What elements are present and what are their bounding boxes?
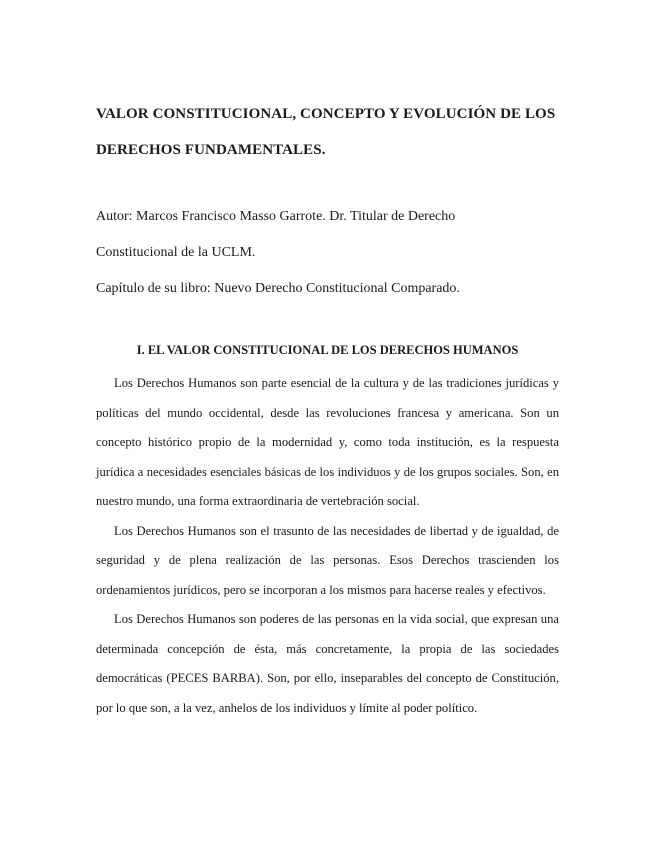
author-line-2: Constitucional de la UCLM. bbox=[96, 245, 256, 260]
body-text bbox=[96, 369, 559, 723]
document-title-line-2: DERECHOS FUNDAMENTALES. bbox=[96, 142, 326, 158]
paragraph-3: Los Derechos Humanos son poderes de las personas en la vida social, que expresan una determinada concepción de ésta, más concretamente, la propia de las sociedades democráticas (PECES BARBA). Son, por ello, inseparables del concepto de Constitución, por lo que son, a la vez, anhelos de los individuos y límite al poder político. bbox=[96, 612, 559, 715]
paragraph-2: Los Derechos Humanos son el trasunto de las necesidades de libertad y de igualdad, de seguridad y de plena realización de las personas. Esos Derechos trascienden los ordenamientos jurídicos, pero se incorporan a los mismos para hacerse reales y efectivos. bbox=[96, 523, 559, 597]
paragraph-1: Los Derechos Humanos son parte esencial de la cultura y de las tradiciones jurídicas y políticas del mundo occidental, desde las revoluciones francesa y americana. Son un concepto histórico propio de la modernidad y, como toda institución, es la respuesta jurídica a necesidades esenciales básicas de los individuos y de los grupos sociales. Son, en nuestro mundo, una forma extraordinaria de vertebración social. bbox=[96, 376, 559, 508]
section-heading: I. EL VALOR CONSTITUCIONAL DE LOS DERECHOS HUMANOS bbox=[136, 343, 519, 357]
chapter-line: Capítulo de su libro: Nuevo Derecho Constitucional Comparado. bbox=[96, 281, 460, 296]
document-title-line-1: VALOR CONSTITUCIONAL, CONCEPTO Y EVOLUCIÓN DE LOS bbox=[96, 106, 556, 122]
author-line-1: Autor: Marcos Francisco Masso Garrote. Dr. Titular de Derecho bbox=[96, 209, 456, 224]
